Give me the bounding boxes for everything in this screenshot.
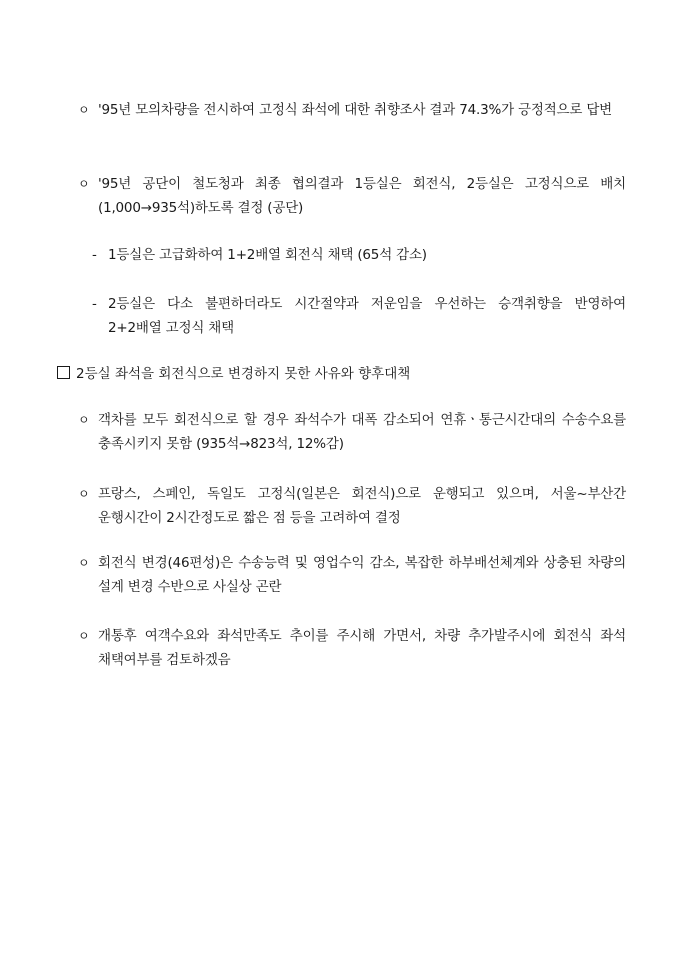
checkbox-square-icon [57, 366, 70, 379]
list-item [78, 98, 626, 122]
circle-bullet-icon: ㅇ [78, 413, 90, 427]
list-item-text: 회전식 변경(46편성)은 수송능력 및 영업수익 감소, 복잡한 하부배선체계와 상충된 차량의 설계 변경 수반으로 사실상 곤란 [98, 555, 626, 595]
sub-list-item-text: 2등실은 다소 불편하더라도 시간절약과 저운임을 우선하는 승객취향을 반영하여 2+2배열 고정식 채택 [108, 296, 626, 336]
circle-bullet-icon: ㅇ [78, 556, 90, 570]
sub-list-item [92, 243, 626, 267]
sub-list-item [92, 292, 626, 340]
list-item [78, 624, 626, 672]
dash-bullet: - [92, 247, 97, 263]
list-item-text: 객차를 모두 회전식으로 할 경우 좌석수가 대폭 감소되어 연휴ㆍ통근시간대의 수송수요를 충족시키지 못함 (935석→823석, 12%감) [98, 412, 626, 452]
list-item-text: 프랑스, 스페인, 독일도 고정식(일본은 회전식)으로 운행되고 있으며, 서울~부산간 운행시간이 2시간정도로 짧은 점 등을 고려하여 결정 [98, 486, 626, 526]
list-item-text: 개통후 여객수요와 좌석만족도 추이를 주시해 가면서, 차량 추가발주시에 회전식 좌석 채택여부를 검토하겠음 [98, 628, 626, 668]
list-item-text: '95년 모의차량을 전시하여 고정식 좌석에 대한 취향조사 결과 74.3%가 긍정적으로 답변 [98, 102, 612, 118]
list-item-text: '95년 공단이 철도청과 최종 협의결과 1등실은 회전식, 2등실은 고정식으로 배치(1,000→935석)하도록 결정 (공단) [98, 176, 626, 216]
list-item [78, 408, 626, 456]
list-item [78, 551, 626, 599]
circle-bullet-icon: ㅇ [78, 629, 90, 643]
list-item [78, 172, 626, 220]
list-item [78, 482, 626, 530]
section-heading [57, 362, 627, 386]
section-heading-text: 2등실 좌석을 회전식으로 변경하지 못한 사유와 향후대책 [76, 366, 411, 382]
dash-bullet: - [92, 296, 97, 312]
circle-bullet-icon: ㅇ [78, 177, 90, 191]
circle-bullet-icon: ㅇ [78, 487, 90, 501]
circle-bullet-icon: ㅇ [78, 103, 90, 117]
sub-list-item-text: 1등실은 고급화하여 1+2배열 회전식 채택 (65석 감소) [108, 247, 427, 263]
